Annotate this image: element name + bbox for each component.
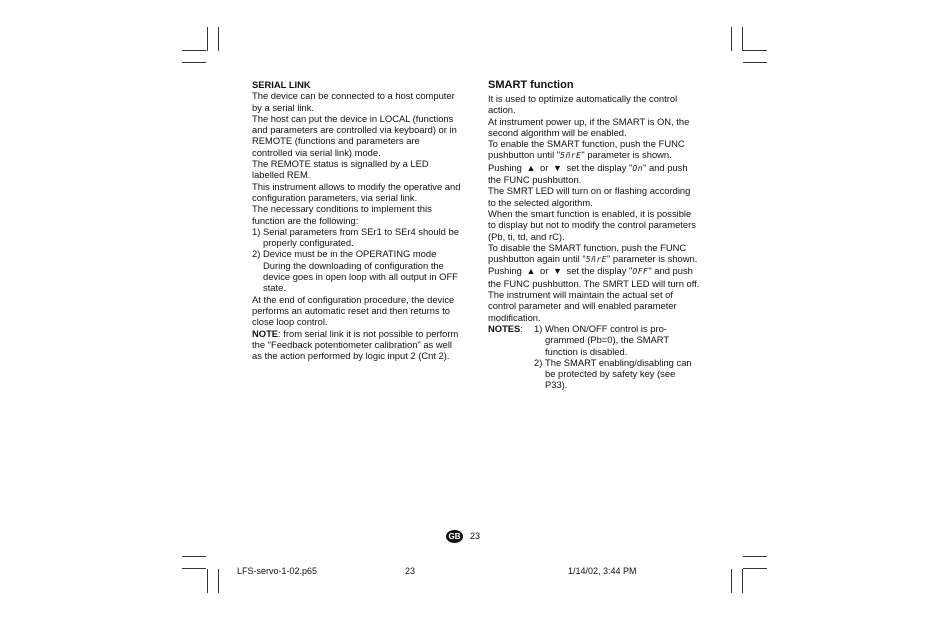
text: or [540, 265, 549, 277]
crop-mark [182, 556, 206, 557]
paragraph: The REMOTE status is signalled by a LED labelled REM. [252, 158, 429, 181]
text: set the display " [566, 161, 633, 173]
text: Pushing [488, 161, 522, 173]
list-item [534, 357, 700, 391]
smart-function-heading: SMART function [488, 79, 574, 91]
paragraph: The SMRT LED will turn on or flashing according to the selected algorithm. [488, 185, 691, 208]
text: " parameter is shown. [606, 253, 698, 265]
text: " and push the FUNC pushbutton. The SMRT LED will turn off. [488, 265, 700, 289]
crop-mark [743, 568, 767, 569]
paragraph: It is used to optimize automatically the control action. [488, 93, 678, 116]
list-number: 2) [252, 248, 261, 260]
list-text: When ON/OFF control is pro-grammed (Pb=0), the SMART function is disabled. [545, 322, 669, 357]
smart-function-section [488, 79, 700, 391]
text: Pushing [488, 265, 522, 277]
display-smrt: 5ñrE [560, 151, 582, 161]
note-text: : from serial link it is not possible to perform the "Feedback potentiometer calibration" as well as the action performed by logic input 2 (Cnt 2). [252, 327, 459, 362]
list-number: 1) [252, 225, 261, 237]
crop-mark [207, 27, 208, 51]
up-arrow-icon: ▲ [526, 266, 536, 277]
paragraph [488, 138, 700, 162]
list-item [252, 248, 462, 293]
text: set the display " [566, 265, 633, 277]
text: " parameter is shown. [581, 149, 672, 161]
text: To disable the SMART function, push the FUNC pushbutton again until " [488, 241, 687, 265]
paragraph: The necessary conditions to implement this function are the following: [252, 203, 432, 226]
crop-mark [743, 556, 767, 557]
display-smrt: 5ñrE [585, 255, 607, 265]
language-badge: GB [446, 530, 463, 543]
crop-mark [742, 569, 743, 593]
footer-filename: LFS-servo-1-02.p65 [237, 566, 318, 576]
page-number: 23 [470, 531, 481, 541]
text: To enable the SMART function, push the FUNC pushbutton until " [488, 138, 685, 161]
notes-block [488, 323, 700, 391]
crop-mark [743, 62, 767, 63]
list-item [534, 323, 700, 357]
crop-mark [218, 27, 219, 51]
serial-link-heading: SERIAL LINK [252, 79, 311, 90]
paragraph: The device can be connected to a host computer by a serial link. [252, 90, 455, 113]
crop-mark [731, 569, 732, 593]
note-label: NOTE [252, 327, 279, 339]
notes-label: NOTES: [488, 322, 523, 334]
crop-mark [182, 50, 206, 51]
list-number: 1) [534, 322, 543, 334]
paragraph: At the end of configuration procedure, the device performs an automatic reset and then returns to close loop control. [252, 293, 455, 328]
list-text: Serial parameters from SEr1 to SEr4 should be properly configurated. [263, 225, 459, 249]
footer-page: 23 [405, 566, 416, 576]
note [252, 328, 462, 362]
down-arrow-icon: ▼ [552, 162, 562, 173]
list-text: The SMART enabling/disabling can be protected by safety key (see P33). [545, 356, 692, 391]
crop-mark [731, 27, 732, 51]
text: " and push the FUNC pushbutton. [488, 161, 688, 186]
paragraph: This instrument allows to modify the operative and configuration parameters, via serial link. [252, 180, 461, 203]
list-text: Device must be in the OPERATING mode During the downloading of configuration the device goes in open loop with all output in OFF state. [263, 248, 458, 294]
list-number: 2) [534, 356, 543, 368]
footer-date: 1/14/02, 3:44 PM [568, 566, 637, 576]
crop-mark [742, 27, 743, 51]
crop-mark [218, 569, 219, 593]
text: or [540, 161, 549, 173]
crop-mark [743, 50, 767, 51]
crop-mark [182, 568, 206, 569]
up-arrow-icon: ▲ [526, 162, 536, 173]
paragraph: At instrument power up, if the SMART is ON, the second algorithm will be enabled. [488, 115, 690, 138]
crop-mark [207, 569, 208, 593]
paragraph [488, 242, 700, 289]
display-on: On [632, 163, 644, 173]
paragraph: When the smart function is enabled, it is possible to display but not to modify the control parameters (Pb, ti, td, and rC). [488, 207, 696, 242]
down-arrow-icon: ▼ [552, 266, 562, 277]
paragraph [488, 162, 700, 186]
crop-mark [182, 62, 206, 63]
paragraph: The instrument will maintain the actual set of control parameter and will enabled parameter modification. [488, 289, 677, 323]
paragraph: The host can put the device in LOCAL (functions and parameters are controlled via keyboard) or in REMOTE (functions and parameters are controlled via serial link) mode. [252, 112, 457, 158]
display-off: OFF [632, 267, 649, 277]
list-item [252, 226, 462, 249]
serial-link-section [252, 79, 462, 361]
